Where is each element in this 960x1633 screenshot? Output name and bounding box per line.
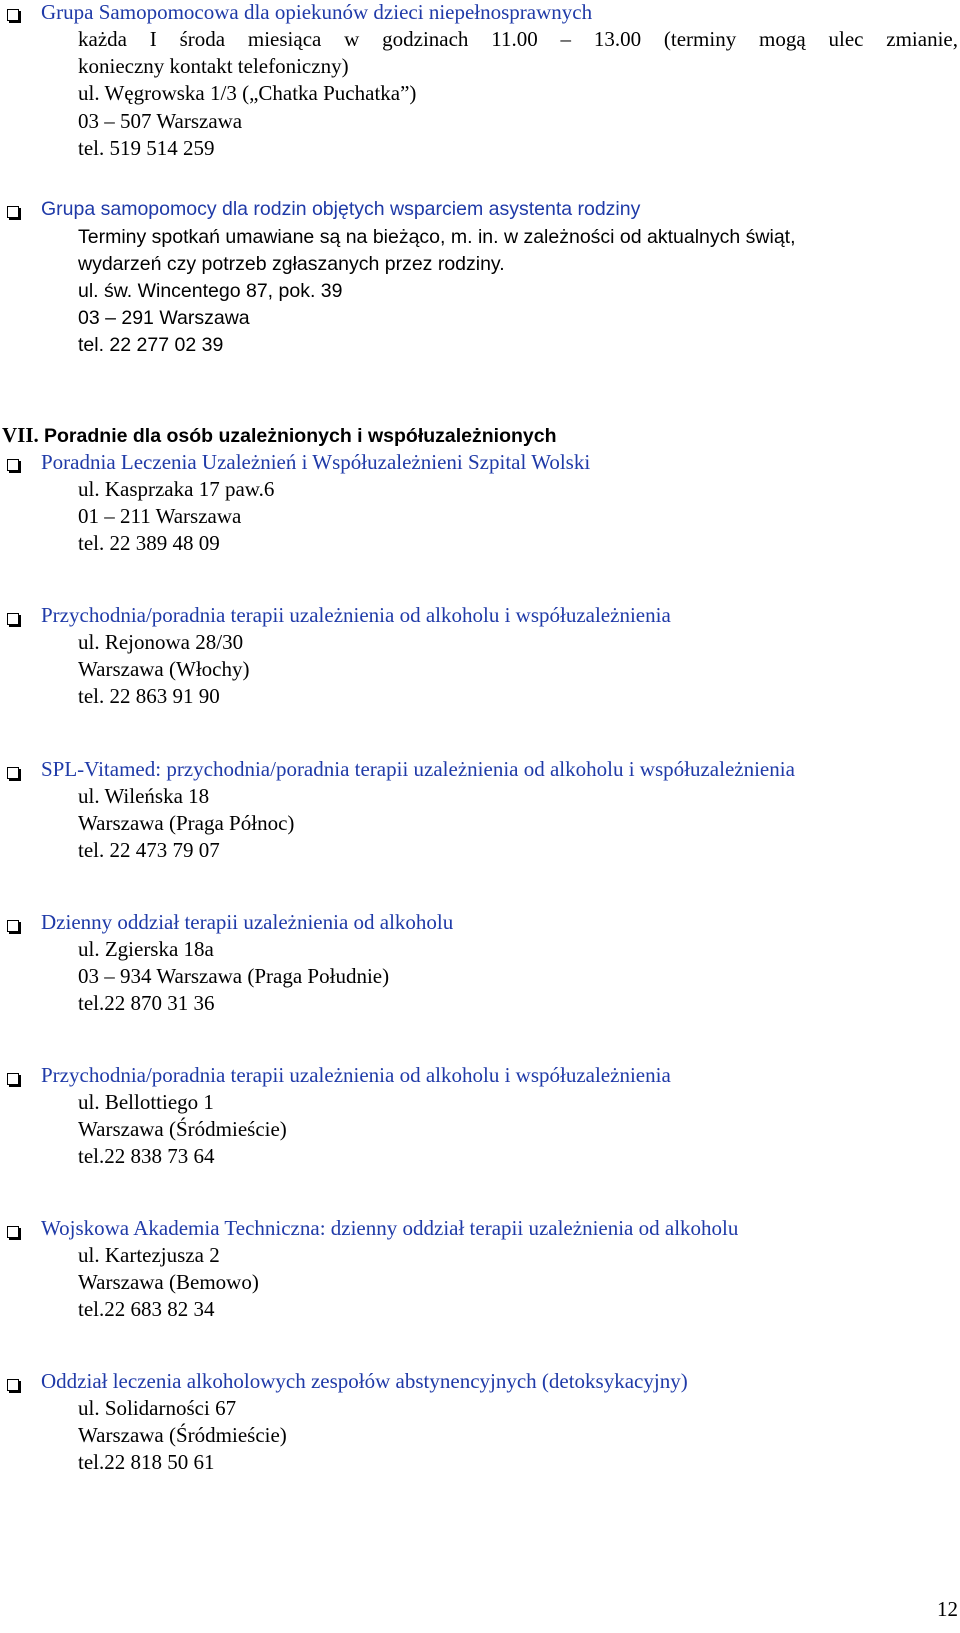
entry-line: tel.22 683 82 34 <box>78 1297 215 1321</box>
entry-title: Przychodnia/poradnia terapii uzależnienia od alkoholu i współuzależnienia <box>41 603 671 627</box>
entry-line: tel. 22 473 79 07 <box>78 838 220 862</box>
entry-line: Terminy spotkań umawiane są na bieżąco, m. in. w zależności od aktualnych świąt, <box>78 226 796 248</box>
checkbox-bullet-icon <box>7 1226 19 1238</box>
entry-line: tel. 22 863 91 90 <box>78 684 220 708</box>
entry-title: Dzienny oddział terapii uzależnienia od alkoholu <box>41 910 454 934</box>
entry-title: Grupa Samopomocowa dla opiekunów dzieci niepełnosprawnych <box>41 0 593 24</box>
entry-title: Grupa samopomocy dla rodzin objętych wsparciem asystenta rodziny <box>41 198 641 220</box>
entry-line: tel.22 838 73 64 <box>78 1144 215 1168</box>
entry-line: Warszawa (Praga Północ) <box>78 811 295 835</box>
entry-line: Warszawa (Bemowo) <box>78 1270 259 1294</box>
checkbox-bullet-icon <box>7 1073 19 1085</box>
entry-line: 01 – 211 Warszawa <box>78 504 242 528</box>
entry-line: tel. 22 277 02 39 <box>78 334 224 356</box>
checkbox-bullet-icon <box>7 613 19 625</box>
entry-line: ul. Solidarności 67 <box>78 1396 237 1420</box>
checkbox-bullet-icon <box>7 767 19 779</box>
checkbox-bullet-icon <box>7 1379 19 1391</box>
entry-line: Warszawa (Śródmieście) <box>78 1423 287 1447</box>
entry-title: Poradnia Leczenia Uzależnień i Współuzależnieni Szpital Wolski <box>41 450 591 474</box>
entry-line: wydarzeń czy potrzeb zgłaszanych przez rodziny. <box>78 253 505 275</box>
entry-title: SPL-Vitamed: przychodnia/poradnia terapii uzależnienia od alkoholu i współuzależnienia <box>41 757 795 781</box>
section-heading <box>2 422 557 450</box>
entry-line: Warszawa (Śródmieście) <box>78 1117 287 1141</box>
entry-line: tel.22 870 31 36 <box>78 991 215 1015</box>
entry-line: Warszawa (Włochy) <box>78 657 250 681</box>
checkbox-bullet-icon <box>7 206 19 218</box>
checkbox-bullet-icon <box>7 9 19 21</box>
entry-title: Przychodnia/poradnia terapii uzależnienia od alkoholu i współuzależnienia <box>41 1063 671 1087</box>
entry-title: Wojskowa Akademia Techniczna: dzienny oddział terapii uzależnienia od alkoholu <box>41 1216 739 1240</box>
entry-line: konieczny kontakt telefoniczny) <box>78 54 349 78</box>
entry-line: ul. Zgierska 18a <box>78 937 214 961</box>
entry-line: ul. Kasprzaka 17 paw.6 <box>78 477 275 501</box>
entry-line: każda I środa miesiąca w godzinach 11.00 – 13.00 (terminy mogą ulec zmianie, <box>78 27 958 51</box>
section-title: Poradnie dla osób uzależnionych i współuzależnionych <box>44 425 557 447</box>
entry-line: ul. Wileńska 18 <box>78 784 210 808</box>
entry-line: ul. Kartezjusza 2 <box>78 1243 220 1267</box>
entry-line: tel. 519 514 259 <box>78 136 215 160</box>
checkbox-bullet-icon <box>7 459 19 471</box>
entry-line: tel.22 818 50 61 <box>78 1450 215 1474</box>
entry-line: tel. 22 389 48 09 <box>78 531 220 555</box>
entry-line: 03 – 291 Warszawa <box>78 307 250 329</box>
section-number: VII. <box>2 423 39 447</box>
page-number: 12 <box>937 1597 958 1621</box>
entry-line: 03 – 507 Warszawa <box>78 109 243 133</box>
entry-line: ul. Węgrowska 1/3 („Chatka Puchatka”) <box>78 81 417 105</box>
entry-line: ul. Rejonowa 28/30 <box>78 630 244 654</box>
entry-line: ul. Bellottiego 1 <box>78 1090 214 1114</box>
checkbox-bullet-icon <box>7 920 19 932</box>
entry-title: Oddział leczenia alkoholowych zespołów abstynencyjnych (detoksykacyjny) <box>41 1369 688 1393</box>
entry-line: 03 – 934 Warszawa (Praga Południe) <box>78 964 390 988</box>
entry-line: ul. św. Wincentego 87, pok. 39 <box>78 280 343 302</box>
